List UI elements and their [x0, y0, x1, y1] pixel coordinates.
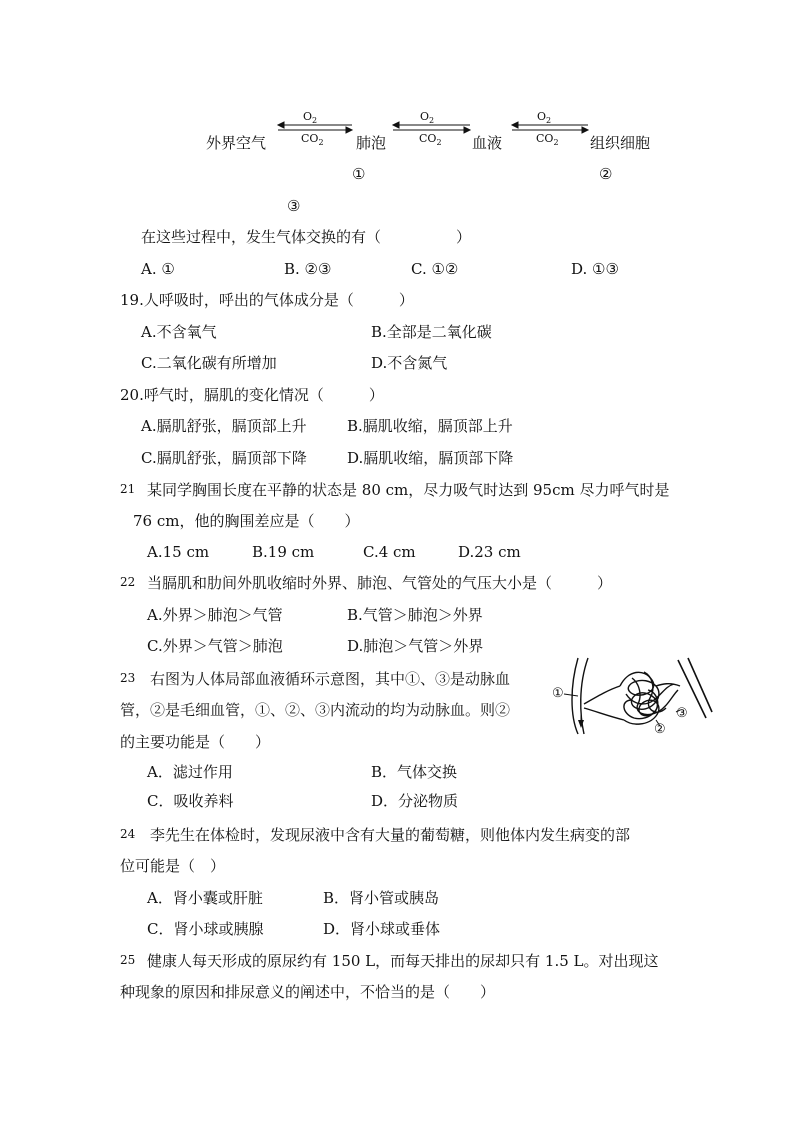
- q23-stem-line1: 右图为人体局部血液循环示意图，其中①、③是动脉血: [150, 670, 511, 688]
- q22-option-a: A.外界＞肺泡＞气管: [147, 606, 283, 624]
- exchange-arrows: [0, 0, 794, 200]
- q21-option-a: A.15 cm: [147, 543, 210, 561]
- q25-stem-line1: 健康人每天形成的原尿约有 150 L，而每天排出的尿却只有 1.5 L。对出现这: [147, 952, 659, 970]
- q23-stem-line2: 管，②是毛细血管，①、②、③内流动的均为动脉血。则②: [120, 701, 511, 719]
- q24-option-c: C．肾小球或胰腺: [147, 920, 264, 938]
- q23-number: 23: [120, 671, 136, 685]
- q22-option-b: B.气管＞肺泡＞外界: [347, 606, 483, 624]
- q21-stem-line1: 某同学胸围长度在平静的状态是 80 cm，尽力吸气时达到 95cm 尽力呼气时是: [147, 481, 670, 499]
- node-tissue-cells: 组织细胞: [590, 134, 651, 152]
- q22-option-c: C.外界＞气管＞肺泡: [147, 637, 283, 655]
- q20-option-b: B.膈肌收缩，膈顶部上升: [347, 417, 513, 435]
- q19-option-d: D.不含氮气: [371, 354, 448, 372]
- capillary-network-illustration: [548, 656, 718, 756]
- q23-option-d: D．分泌物质: [371, 792, 459, 810]
- q21-stem-line2: 76 cm，他的胸围差应是（ ）: [133, 512, 360, 530]
- q19-option-c: C.二氧化碳有所增加: [141, 354, 277, 372]
- q22-option-d: D.肺泡＞气管＞外界: [347, 637, 484, 655]
- o2-label-3: $O_2$: [537, 110, 552, 126]
- q20-stem: 20.呼气时，膈肌的变化情况（ ）: [120, 386, 384, 404]
- q19-option-a: A.不含氧气: [141, 323, 217, 341]
- co2-label-2: $CO_2$: [419, 132, 442, 148]
- q19-stem: 19.人呼吸时，呼出的气体成分是（ ）: [120, 291, 414, 309]
- figure-label-1: ①: [552, 686, 564, 701]
- node-alveoli: 肺泡: [356, 134, 387, 152]
- q22-stem: 当膈肌和肋间外肌收缩时外界、肺泡、气管处的气压大小是（ ）: [147, 574, 613, 592]
- q24-stem-line2: 位可能是（ ）: [120, 857, 226, 875]
- q21-number: 21: [120, 482, 136, 496]
- q20-option-c: C.膈肌舒张，膈顶部下降: [141, 449, 307, 467]
- q21-option-c: C.4 cm: [363, 543, 416, 561]
- co2-label-1: $CO_2$: [301, 132, 324, 148]
- q23-stem-line3: 的主要功能是（ ）: [120, 733, 271, 751]
- q24-stem-line1: 李先生在体检时，发现尿液中含有大量的葡萄糖，则他体内发生病变的部: [150, 826, 631, 844]
- marker-2: ②: [599, 165, 613, 183]
- q23-option-b: B．气体交换: [371, 763, 458, 781]
- q18-option-d: D. ①③: [571, 260, 619, 278]
- q23-option-c: C．吸收养料: [147, 792, 234, 810]
- q24-option-d: D．肾小球或垂体: [323, 920, 441, 938]
- figure-label-2: ②: [654, 722, 666, 737]
- q24-option-a: A．肾小囊或肝脏: [147, 889, 263, 907]
- q18-option-a: A. ①: [141, 260, 175, 278]
- q23-option-a: A．滤过作用: [147, 763, 233, 781]
- q18-stem: 在这些过程中，发生气体交换的有（ ）: [141, 228, 472, 246]
- o2-label-1: $O_2$: [303, 110, 318, 126]
- node-blood: 血液: [472, 134, 503, 152]
- q18-option-b: B. ②③: [284, 260, 332, 278]
- q18-option-c: C. ①②: [411, 260, 459, 278]
- marker-3: ③: [287, 197, 301, 215]
- q22-number: 22: [120, 575, 136, 589]
- q25-number: 25: [120, 953, 136, 967]
- node-outside-air: 外界空气: [206, 134, 267, 152]
- q20-option-d: D.膈肌收缩，膈顶部下降: [347, 449, 514, 467]
- figure-label-3: ③: [676, 706, 688, 721]
- q21-option-d: D.23 cm: [458, 543, 521, 561]
- q19-option-b: B.全部是二氧化碳: [371, 323, 492, 341]
- co2-label-3: $CO_2$: [536, 132, 559, 148]
- marker-1: ①: [352, 165, 366, 183]
- o2-label-2: $O_2$: [420, 110, 435, 126]
- q24-option-b: B．肾小管或胰岛: [323, 889, 440, 907]
- q20-option-a: A.膈肌舒张，膈顶部上升: [141, 417, 307, 435]
- q25-stem-line2: 种现象的原因和排尿意义的阐述中，不恰当的是（ ）: [120, 983, 496, 1001]
- q24-number: 24: [120, 827, 136, 841]
- q21-option-b: B.19 cm: [252, 543, 315, 561]
